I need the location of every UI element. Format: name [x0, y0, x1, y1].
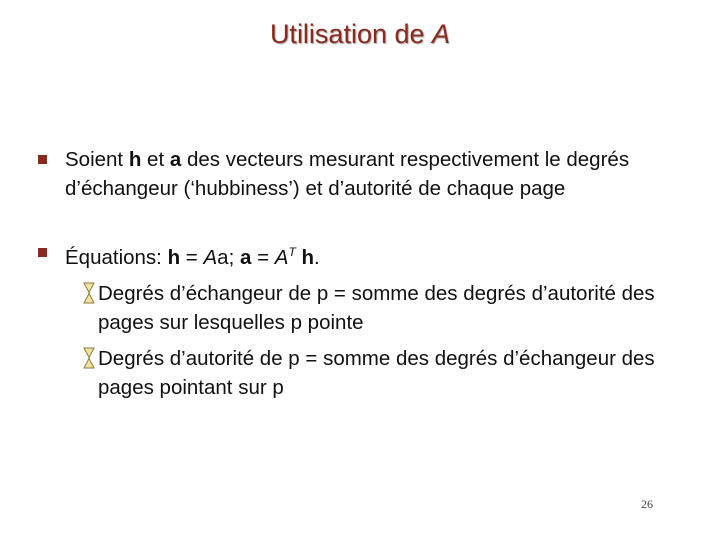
sub-bullet-item-2 [98, 344, 658, 402]
sub-bullet-item-1 [98, 279, 658, 337]
title-variable: A [432, 19, 451, 49]
square-bullet-icon [38, 155, 47, 164]
title-text: Utilisation de [269, 19, 433, 49]
hourglass-bullet-icon [82, 347, 96, 369]
bullet-text-2: Équations: h = Aa; $a = A^T$ h. [65, 245, 320, 269]
square-bullet-icon [38, 248, 47, 257]
page-number: 26 [641, 497, 653, 511]
hourglass-bullet-icon [82, 282, 96, 304]
bullet-item-1 [38, 145, 678, 203]
sub-bullet-text-1: Degrés d’échangeur de p = somme des degrés d’autorité des pages sur lesquelles p pointe [98, 282, 655, 334]
bullet-item-2 [38, 238, 678, 272]
bullet-text-1: Soient h et a des vecteurs mesurant respectivement le degrés d’échangeur (‘hubbiness’) et d’autorité de chaque page [65, 148, 630, 200]
sub-bullet-text-2: Degrés d’autorité de p = somme des degrés d’échangeur des pages pointant sur p [98, 347, 655, 399]
slide-title [0, 14, 720, 54]
